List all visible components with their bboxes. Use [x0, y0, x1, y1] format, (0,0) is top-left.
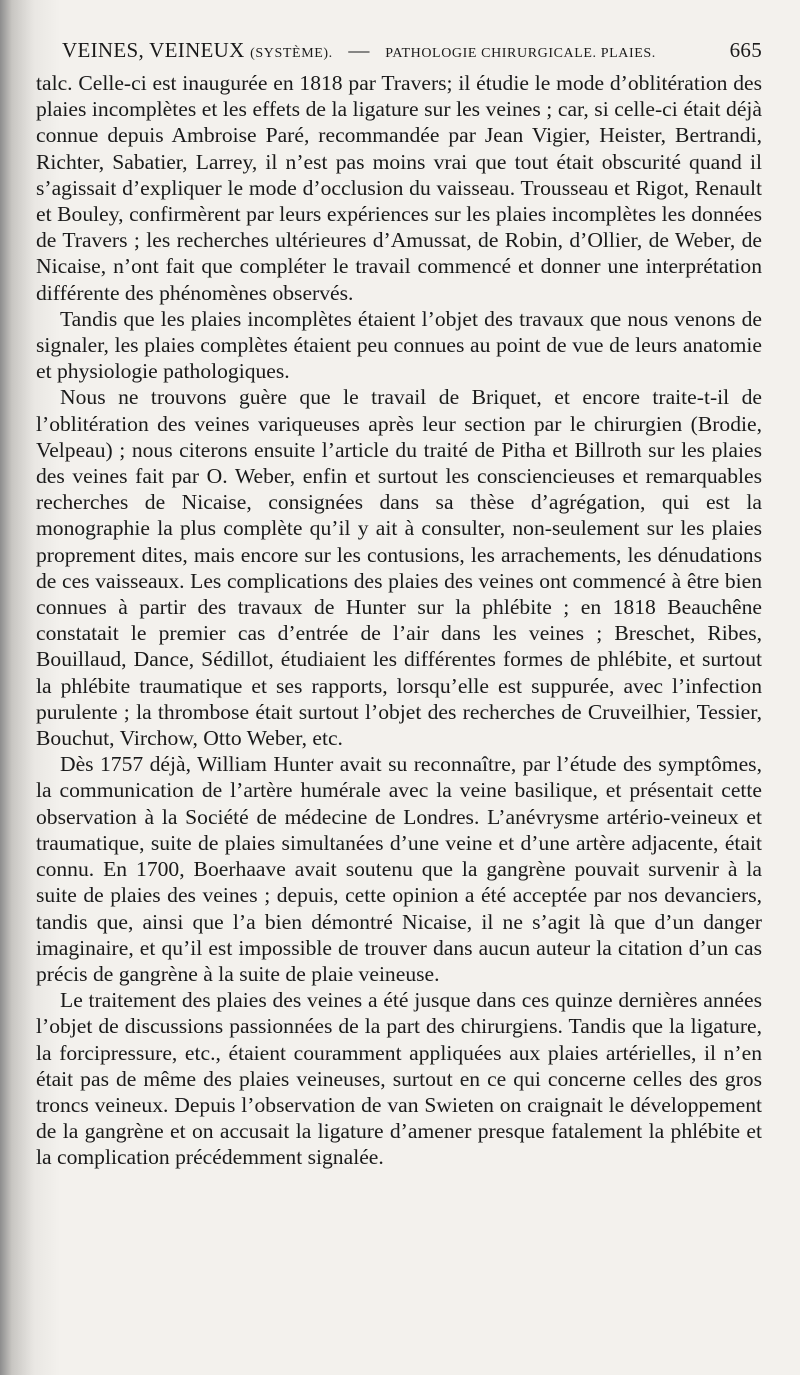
- paragraph: Dès 1757 déjà, William Hunter avait su reconnaître, par l’étude des symptômes, la communication de l’artère humérale avec la veine basilique, et présentait cette observation à la Société de médecine de Londres. L’anévrysme artério-veineux et traumatique, suite de plaies simultanées d’une veine et d’une artère adjacente, était connu. En 1700, Boerhaave avait soutenu que la gangrène pouvait survenir à la suite de plaies des veines ; depuis, cette opinion a été acceptée par nos devanciers, tandis que, ainsi que l’a bien démontré Nicaise, il ne s’agit là que d’un danger imaginaire, et qu’il est impossible de trouver dans aucun auteur la citation d’un cas précis de gangrène à la suite de plaie veineuse.: [36, 752, 762, 986]
- body-text: [36, 70, 762, 1171]
- header-dash: —: [348, 38, 370, 62]
- header-system: (SYSTÈME).: [250, 46, 333, 61]
- paragraph: talc. Celle-ci est inaugurée en 1818 par Travers; il étudie le mode d’oblitération des plaies incomplètes et les effets de la ligature sur les veines ; car, si celle-ci était déjà connue depuis Ambroise Paré, recommandée par Jean Vigier, Heister, Bertrandi, Richter, Sabatier, Larrey, il n’est pas moins vrai que tout était obscurité quand il s’agissait d’expliquer le mode d’occlusion du vaisseau. Trousseau et Rigot, Renault et Bouley, confirmèrent par leurs expériences sur les plaies incomplètes les données de Travers ; les recherches ultérieures d’Amussat, de Robin, d’Ollier, de Weber, de Nicaise, n’ont fait que compléter le travail commencé et donner une interprétation différente des phénomènes observés.: [36, 71, 762, 305]
- page-number: 665: [729, 38, 762, 62]
- header-title: VEINES, VEINEUX: [62, 38, 245, 62]
- paragraph: Tandis que les plaies incomplètes étaient l’objet des travaux que nous venons de signaler, les plaies complètes étaient peu connues au point de vue de leurs anatomie et physiologie pathologiques.: [36, 306, 762, 384]
- paragraph: Nous ne trouvons guère que le travail de Briquet, et encore traite-t-il de l’oblitération des veines variqueuses après leur section par le chirurgien (Brodie, Velpeau) ; nous citerons ensuite l’article du traité de Pitha et Billroth sur les plaies des veines fait par O. Weber, enfin et surtout les consciencieuses et remarquables recherches de Nicaise, consignées dans sa thèse d’agrégation, qui est la monographie la plus complète qu’il y ait à consulter, non-seulement sur les plaies proprement dites, mais encore sur les contusions, les arrachements, les dénudations de ces vaisseaux. Les complications des plaies des veines ont commencé à être bien connues à partir des travaux de Hunter sur la phlébite ; en 1818 Beauchêne constatait le premier cas d’entrée de l’air dans les veines ; Breschet, Ribes, Bouillaud, Dance, Sédillot, étudiaient les différentes formes de phlébite, et surtout la phlébite traumatique et ses rapports, lorsqu’elle est suppurée, avec l’infection purulente ; la thrombose était surtout l’objet des recherches de Cruveilhier, Tessier, Bouchut, Virchow, Otto Weber, etc.: [36, 385, 762, 751]
- paragraph: Le traitement des plaies des veines a été jusque dans ces quinze dernières années l’objet de discussions passionnées de la part des chirurgiens. Tandis que la ligature, la forcipressure, etc., étaient couramment appliquées aux plaies artérielles, il n’en était pas de même des plaies veineuses, surtout en ce qui concerne celles des gros troncs veineux. Depuis l’observation de van Swieten on craignait le développement de la gangrène et on accusait la ligature d’amener presque fatalement la phlébite et la complication précédemment signalée.: [36, 988, 762, 1170]
- running-header: [62, 38, 762, 63]
- header-left: [62, 38, 656, 63]
- header-section: PATHOLOGIE CHIRURGICALE. PLAIES.: [385, 46, 656, 61]
